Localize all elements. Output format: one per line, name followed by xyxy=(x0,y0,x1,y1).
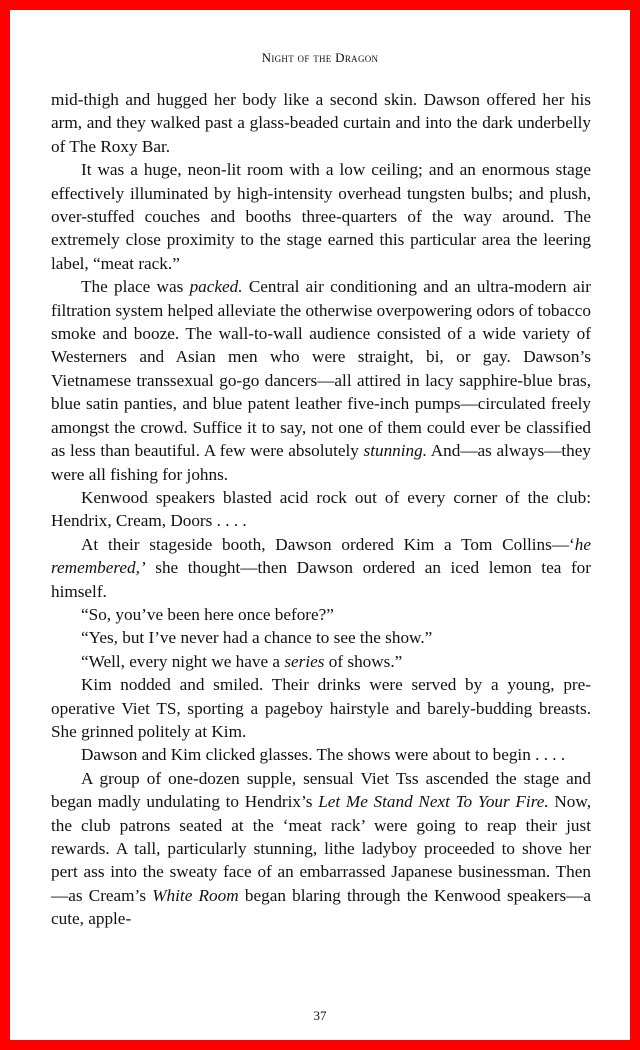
text-run: Dawson and Kim clicked glasses. The shows were about to begin . . . . xyxy=(81,745,566,765)
paragraph xyxy=(51,533,591,603)
text-run: Kenwood speakers blasted acid rock out of every corner of the club: Hendrix, Cream, Doors . . . . xyxy=(51,487,591,531)
text-run: mid-thigh and hugged her body like a second skin. Dawson offered her his arm, and they walked past a glass-beaded curtain and into the dark underbelly of The Roxy Bar. xyxy=(51,90,591,156)
running-head-text: Night of the Dragon xyxy=(261,50,379,65)
text-run: It was a huge, neon-lit room with a low ceiling; and an enormous stage effectively illuminated by high-intensity overhead tungsten bulbs; and plush, over-stuffed couches and booths three-quarters of the way around. The extremely close proximity to the stage earned this particular area the leering label, “meat rack.” xyxy=(51,160,591,273)
text-run: “Yes, but I’ve never had a chance to see the show.” xyxy=(81,628,433,648)
paragraph xyxy=(51,650,591,673)
paragraph xyxy=(51,673,591,743)
paragraph xyxy=(51,743,591,766)
text-run: she thought—then Dawson ordered an iced lemon tea for himself. xyxy=(51,558,591,601)
text-run: And—as always—they were all fishing for johns. xyxy=(51,441,591,484)
book-page xyxy=(10,10,630,1040)
italic-run: White Room xyxy=(152,885,239,905)
text-run: of shows.” xyxy=(324,651,403,671)
paragraph xyxy=(51,626,591,649)
italic-run: Let Me Stand Next To Your Fire. xyxy=(318,792,549,812)
text-run: The place was xyxy=(81,277,190,297)
text-run: began blaring through the Kenwood speakers—a cute, apple- xyxy=(51,885,591,929)
italic-run: he remembered,’ xyxy=(51,534,591,578)
text-run: “So, you’ve been here once before?” xyxy=(81,604,334,624)
text-run: Central air conditioning and an ultra-modern air filtration system helped alleviate the otherwise overpowering odors of tobacco smoke and booze. The wall-to-wall audience consisted of a wide variety of Westerners and Asian men who were straight, bi, or gay. Dawson’s Vietnamese transsexual go-go dancers—all attired in lacy sapphire-blue bras, blue satin panties, and blue patent leather five-inch pumps—circulated freely amongst the crowd. Suffice it to say, not one of them could ever be classified as less than beautiful. A few were absolutely xyxy=(51,277,591,461)
text-run: A group of one-dozen supple, sensual Viet Tss ascended the stage and began madly undulating to Hendrix’s xyxy=(51,768,591,812)
paragraph xyxy=(51,88,591,158)
italic-run: packed. xyxy=(189,277,243,297)
running-head xyxy=(10,50,630,66)
paragraph xyxy=(51,486,591,533)
body-text xyxy=(51,88,591,931)
paragraph xyxy=(51,603,591,626)
paragraph xyxy=(51,158,591,275)
text-run: Now, the club patrons seated at the ‘meat rack’ were going to reap their just rewards. A tall, particularly stunning, lithe ladyboy proceeded to shove her pert ass into the sweaty face of an embarrassed Japanese businessman. Then—as Cream’s xyxy=(51,792,591,905)
italic-run: series xyxy=(284,651,325,671)
paragraph xyxy=(51,275,591,486)
italic-run: stunning. xyxy=(363,441,428,461)
text-run: At their stageside booth, Dawson ordered Kim a Tom Collins—‘ xyxy=(81,534,575,554)
text-run: “Well, every night we have a xyxy=(81,651,285,671)
page-number: 37 xyxy=(313,1008,327,1023)
paragraph xyxy=(51,767,591,931)
text-run: Kim nodded and smiled. Their drinks were served by a young, pre-operative Viet TS, sporting a pageboy hairstyle and barely-budding breasts. She grinned politely at Kim. xyxy=(51,675,591,741)
